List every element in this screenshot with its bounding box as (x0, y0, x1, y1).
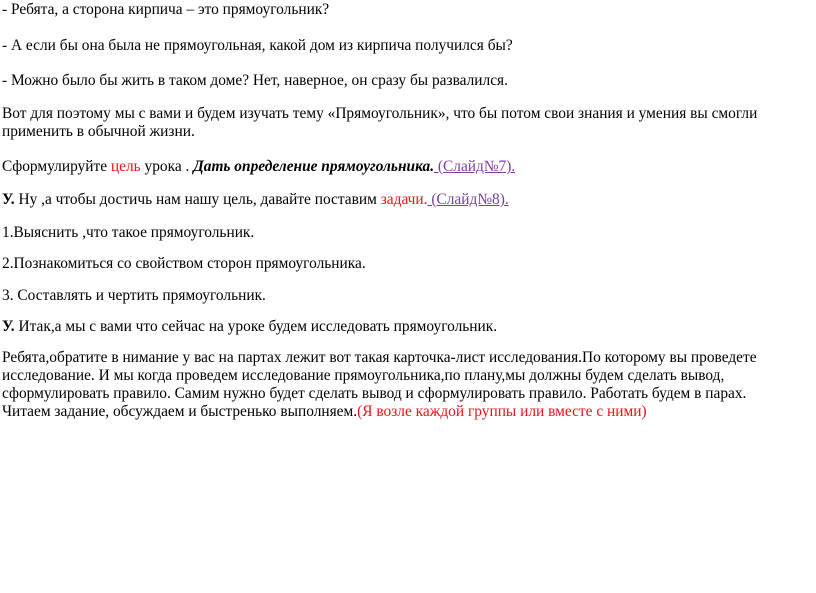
goal-definition: Дать определение прямоугольника. (193, 158, 435, 175)
research-text: Итак,а мы с вами что сейчас на уроке будем исследовать прямоугольник. (14, 318, 498, 335)
tasks-line (2, 190, 509, 209)
goal-middle: урока . (140, 158, 194, 175)
tasks-text: Ну ,а чтобы достичь нам нашу цель, давайте поставим (14, 191, 381, 208)
list-item-1: 1.Выяснить ,что такое прямоугольник. (2, 224, 255, 241)
dialog-line-2: - А если бы она была не прямоугольная, какой дом из кирпича получился бы? (2, 37, 513, 54)
tasks-speaker: У. (2, 191, 15, 208)
closing-text: Ребята,обратите в нимание у вас на партах лежит вот такая карточка-лист исследования.По которому вы проведете исследование. И мы когда проведем исследование прямоугольника,по плану,мы должны будем сделать вывод, сформулировать правило. Самим нужно будет сделать вывод и сформулировать правило. Работать будем в парах. Читаем задание, обсуждаем и быстренько выполняем. (2, 349, 757, 420)
slide-8-link[interactable]: (Слайд№8). (427, 191, 509, 208)
goal-line (2, 157, 515, 176)
research-line (2, 317, 497, 336)
list-item-3: 3. Составлять и чертить прямоугольник. (2, 287, 266, 304)
dialog-line-1: - Ребята, а сторона кирпича – это прямоугольник? (2, 1, 330, 18)
closing-note: (Я возле каждой группы или вместе с ними) (357, 403, 647, 420)
goal-prefix: Сформулируйте (2, 158, 111, 175)
slide-7-link[interactable]: (Слайд№7). (434, 158, 516, 175)
goal-word: цель (110, 158, 141, 175)
tasks-word: задачи. (380, 191, 428, 208)
intro-paragraph: Вот для поэтому мы с вами и будем изучать тему «Прямоугольник», что бы потом свои знания и умения вы смогли применить в обычной жизни. (2, 105, 758, 140)
research-speaker: У. (2, 318, 15, 335)
dialog-line-3: - Можно было бы жить в таком доме? Нет, наверное, он сразу бы развалился. (2, 72, 508, 89)
closing-paragraph (2, 349, 792, 421)
list-item-2: 2.Познакомиться со свойством сторон прямоугольника. (2, 255, 366, 272)
